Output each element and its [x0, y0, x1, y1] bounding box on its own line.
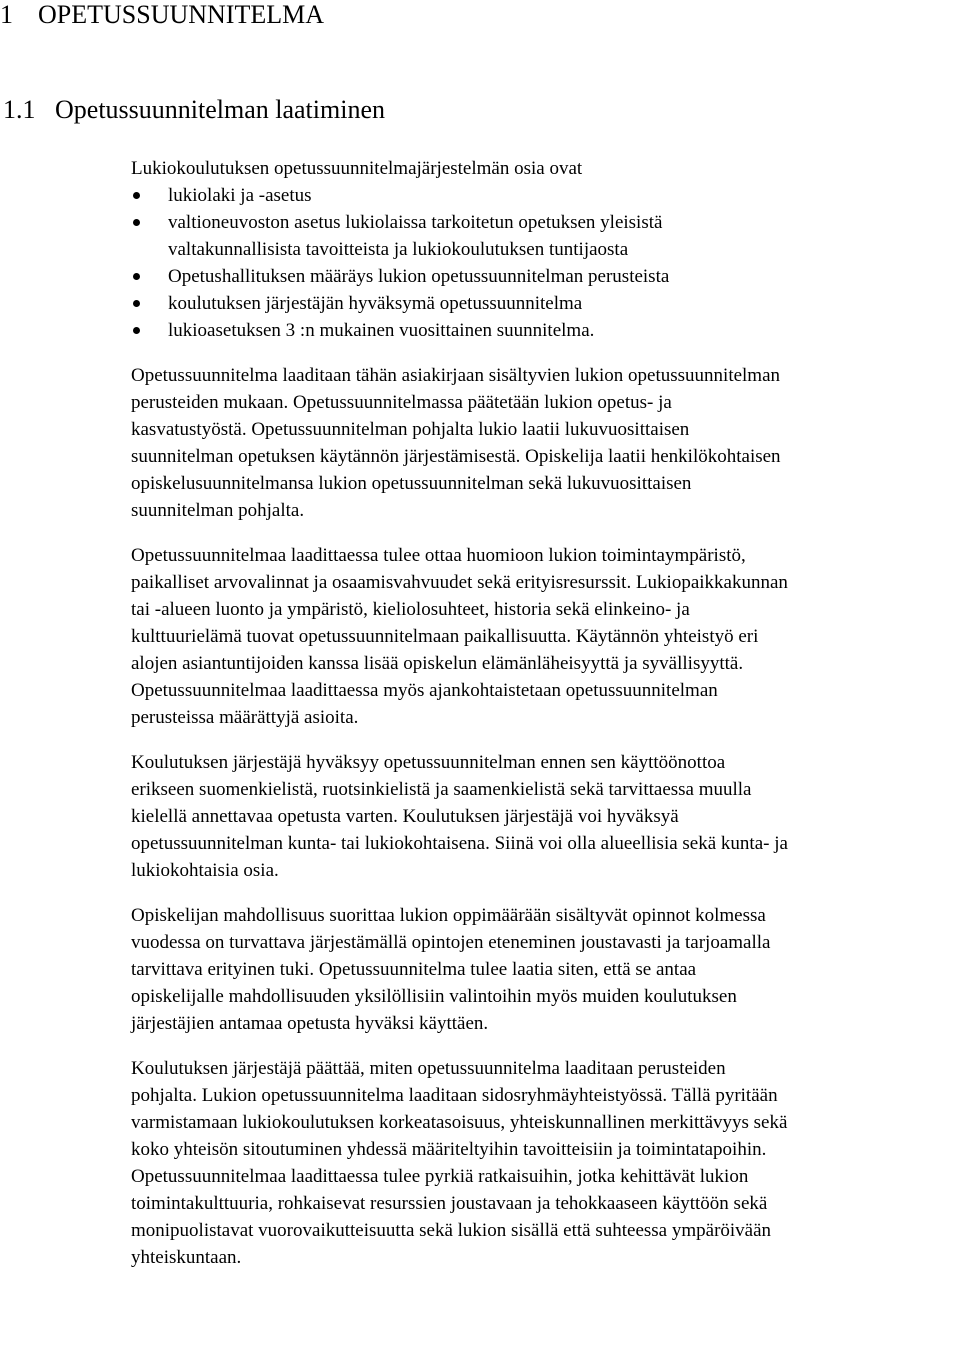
list-item-text: valtioneuvoston asetus lukiolaissa tarkoitetun opetuksen yleisistä	[168, 212, 663, 233]
list-item-text: lukiolaki ja -asetus	[168, 185, 312, 206]
list-item	[131, 290, 960, 317]
chapter-number: 1	[0, 0, 13, 29]
list-item	[131, 209, 960, 263]
paragraph: Koulutuksen järjestäjä päättää, miten opetussuunnitelma laaditaan perusteiden pohjalta. Lukion opetussuunnitelma laaditaan sidosryhmäyhteistyössä. Tällä pyritään varmistamaan lukiokoulutuksen korkeatasoisuus, yhteiskunnallinen merkittävyys sekä koko yhteisön sitoutuminen yhdessä määriteltyihin tavoitteisiin ja toimintatapoihin. Opetussuunnitelmaa laadittaessa tulee pyrkiä ratkaisuihin, jotka kehittävät lukion toimintakulttuuria, rohkaisevat resurssien joustavaan ja tehokkaaseen käyttöön sekä monipuolistavat vuorovaikutteisuutta sekä lukion sisällä että suhteessa ympäröivään yhteiskuntaan.	[131, 1058, 788, 1268]
intro-text: Lukiokoulutuksen opetussuunnitelmajärjestelmän osia ovat	[131, 158, 583, 179]
list-item-text: koulutuksen järjestäjän hyväksymä opetussuunnitelma	[168, 293, 583, 314]
list-item	[131, 317, 960, 344]
list-item-text: lukioasetuksen 3 :n mukainen vuosittainen suunnitelma.	[168, 320, 595, 341]
section-number: 1.1	[3, 95, 36, 124]
list-item-text: valtakunnallisista tavoitteista ja lukiokoulutuksen tuntijaosta	[168, 239, 629, 260]
section-title: Opetussuunnitelman laatiminen	[55, 95, 385, 124]
chapter-heading	[0, 0, 324, 30]
bullet-icon	[133, 192, 140, 199]
chapter-title: OPETUSSUUNNITELMA	[38, 0, 324, 29]
section-heading	[3, 95, 385, 125]
bullet-list	[131, 182, 960, 344]
bullet-icon	[133, 219, 140, 226]
bullet-icon	[133, 300, 140, 307]
paragraph: Koulutuksen järjestäjä hyväksyy opetussuunnitelman ennen sen käyttöönottoa erikseen suomenkielistä, ruotsinkielistä ja saamenkielistä sekä tarvittaessa muulla kielellä annettavaa opetusta varten. Koulutuksen järjestäjä voi hyväksyä opetussuunnitelman kunta- tai lukiokohtaisena. Siinä voi olla alueellisia sekä kunta- ja lukiokohtaisia osia.	[131, 752, 788, 881]
paragraph: Opiskelijan mahdollisuus suorittaa lukion oppimäärään sisältyvät opinnot kolmessa vuodessa on turvattava järjestämällä opintojen eteneminen joustavasti ja tarjoamalla tarvittava erityinen tuki. Opetussuunnitelma tulee laatia siten, että se antaa opiskelijalle mahdollisuuden yksilöllisiin valintoihin myös muiden koulutuksen järjestäjien antamaa opetusta hyväksi käyttäen.	[131, 905, 771, 1034]
paragraph: Opetussuunnitelma laaditaan tähän asiakirjaan sisältyvien lukion opetussuunnitelman perusteiden mukaan. Opetussuunnitelmassa päätetään lukion opetus- ja kasvatustyöstä. Opetussuunnitelman pohjalta lukio laatii lukuvuosittaisen suunnitelman opetuksen käytännön järjestämisestä. Opiskelija laatii henkilökohtaisen opiskelusuunnitelmansa lukion opetussuunnitelman sekä lukuvuosittaisen suunnitelman pohjalta.	[131, 365, 781, 521]
list-item	[131, 182, 960, 209]
bullet-icon	[133, 273, 140, 280]
body-text	[131, 155, 960, 1271]
list-item-text: Opetushallituksen määräys lukion opetussuunnitelman perusteista	[168, 266, 670, 287]
bullet-icon	[133, 327, 140, 334]
list-item	[131, 263, 960, 290]
paragraph: Opetussuunnitelmaa laadittaessa tulee ottaa huomioon lukion toimintaympäristö, paikalliset arvovalinnat ja osaamisvahvuudet sekä erityisresurssit. Lukiopaikkakunnan tai -alueen luonto ja ympäristö, kieliolosuhteet, historia sekä elinkeino- ja kulttuurielämä tuovat opetussuunnitelmaan paikallisuutta. Käytännön yhteistyö eri alojen asiantuntijoiden kanssa lisää opiskelun elämänläheisyyttä ja syvällisyyttä. Opetussuunnitelmaa laadittaessa myös ajankohtaistetaan opetussuunnitelman perusteissa määrättyjä asioita.	[131, 545, 788, 728]
